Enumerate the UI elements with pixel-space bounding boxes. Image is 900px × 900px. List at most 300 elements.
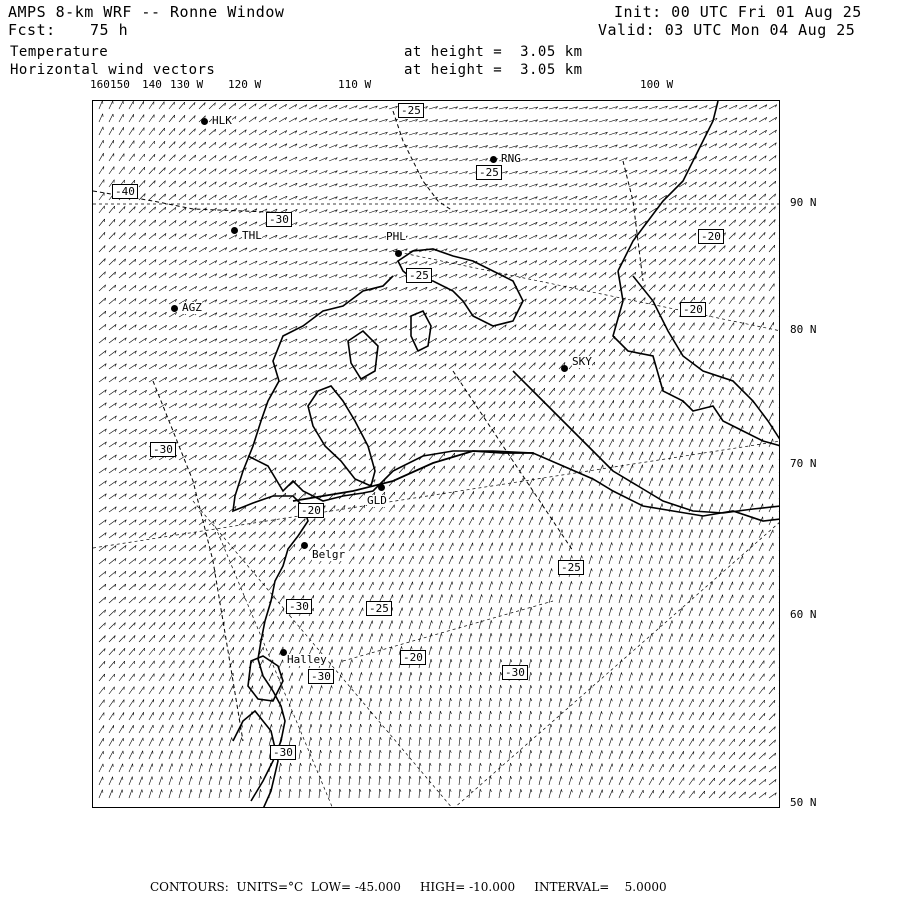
wind-vector: [769, 258, 775, 265]
wind-vector: [729, 452, 733, 460]
wind-vector: [739, 374, 743, 382]
wind-vector-head: [622, 478, 623, 481]
wind-vector: [319, 467, 326, 473]
wind-vector: [719, 348, 724, 356]
wind-vector: [769, 452, 773, 460]
wind-vector: [669, 246, 676, 252]
wind-vector: [679, 439, 683, 447]
wind-vector: [529, 478, 533, 486]
wind-vector: [749, 245, 755, 252]
wind-vector: [749, 335, 754, 343]
wind-vector: [679, 284, 685, 291]
wind-vector: [689, 556, 692, 565]
wind-vector: [689, 426, 693, 434]
wind-vector: [529, 465, 533, 473]
wind-vector: [729, 530, 732, 538]
wind-vector: [339, 480, 346, 486]
wind-vector: [479, 389, 486, 395]
wind-vector: [659, 439, 663, 447]
wind-vector: [549, 362, 555, 369]
wind-vector: [479, 466, 484, 474]
wind-vector: [359, 441, 366, 447]
wind-vector: [639, 426, 643, 434]
wind-vector: [579, 401, 584, 408]
lon-label-160: 160: [90, 78, 110, 91]
wind-vector: [699, 439, 703, 447]
wind-vector: [589, 504, 592, 512]
wind-vector: [159, 194, 166, 200]
wind-vector: [599, 530, 602, 539]
wind-vector: [619, 349, 625, 356]
wind-vector: [349, 531, 354, 538]
wind-vector: [349, 505, 355, 512]
wind-vector-head: [622, 555, 623, 558]
wind-vector: [149, 128, 154, 135]
map-title: AMPS 8-km WRF -- Ronne Window: [8, 3, 285, 21]
wind-vector: [539, 350, 546, 356]
wind-vector: [459, 415, 465, 422]
wind-vector: [489, 414, 495, 421]
wind-vector: [329, 518, 335, 525]
wind-vector: [709, 323, 714, 330]
wind-vector: [539, 504, 543, 512]
wind-vector: [509, 363, 516, 369]
map-canvas: [93, 101, 780, 808]
wind-vector: [419, 556, 423, 564]
wind-vector: [669, 478, 672, 486]
wind-vector: [129, 246, 136, 252]
wind-vector: [669, 439, 673, 447]
wind-vector: [199, 545, 206, 551]
wind-vector: [679, 426, 683, 434]
wind-vector: [679, 323, 684, 330]
wind-vector: [179, 181, 186, 187]
wind-vector: [509, 530, 513, 538]
wind-vector: [119, 114, 123, 122]
forecast-hour: 75 h: [90, 21, 129, 39]
wind-vector: [99, 571, 106, 577]
wind-vector: [429, 389, 436, 395]
wind-vector: [549, 504, 553, 512]
wind-vector: [649, 285, 655, 291]
wind-vector: [149, 154, 155, 161]
wind-vector: [489, 427, 495, 434]
wind-vector: [539, 517, 542, 525]
wind-vector: [649, 530, 652, 539]
wind-vector: [599, 542, 602, 551]
wind-vector: [99, 114, 103, 122]
wind-vector: [389, 531, 394, 539]
wind-vector: [609, 426, 613, 434]
wind-vector: [129, 141, 134, 148]
wind-vector-head: [673, 452, 674, 455]
wind-vector: [559, 517, 562, 525]
wind-vector: [139, 246, 146, 252]
wind-vector: [659, 362, 664, 370]
wind-vector: [759, 465, 763, 473]
wind-vector: [169, 558, 176, 564]
wind-vector: [639, 465, 643, 473]
wind-vector: [479, 504, 483, 512]
wind-vector: [539, 543, 542, 552]
wind-vector: [749, 207, 756, 213]
wind-vector: [179, 558, 186, 564]
wind-vector-head: [532, 530, 533, 533]
wind-vector-head: [702, 530, 703, 533]
wind-vector: [709, 387, 713, 395]
wind-vector-head: [712, 465, 713, 468]
wind-vector: [679, 272, 685, 279]
wind-vector: [99, 140, 103, 148]
wind-vector: [129, 220, 135, 226]
wind-vector: [739, 258, 745, 265]
wind-vector: [529, 556, 532, 565]
wind-vector: [619, 426, 623, 434]
wind-vector: [679, 336, 684, 343]
wind-vector: [179, 194, 186, 200]
lat-label-90n: 90 N: [790, 196, 817, 209]
wind-vector: [729, 491, 732, 499]
wind-vector: [539, 324, 546, 330]
wind-vector: [579, 452, 583, 460]
wind-vector: [769, 413, 773, 421]
wind-vector: [719, 271, 725, 278]
wind-vector-head: [612, 542, 613, 545]
wind-vector: [489, 543, 492, 551]
wind-vector: [769, 348, 773, 356]
wind-vector: [609, 375, 614, 382]
wind-vector: [729, 556, 733, 564]
wind-vector-head: [542, 556, 543, 559]
wind-vector: [729, 348, 734, 356]
wind-vector-head: [692, 504, 693, 507]
wind-vector: [749, 374, 753, 382]
wind-vector: [619, 452, 623, 460]
wind-vector: [719, 452, 723, 460]
wind-vector: [369, 544, 374, 552]
wind-vector: [689, 478, 692, 486]
wind-vector-head: [642, 491, 643, 494]
wind-vector: [409, 415, 416, 421]
wind-vector: [469, 466, 474, 473]
wind-vector-head: [672, 491, 673, 494]
wind-vector: [579, 517, 582, 525]
wind-vector: [109, 206, 115, 213]
wind-vector-head: [642, 478, 643, 481]
wind-vector: [569, 478, 573, 486]
wind-vector-head: [753, 504, 754, 507]
wind-vector: [649, 259, 656, 265]
wind-vector: [489, 491, 493, 499]
wind-vector: [679, 259, 685, 265]
wind-vector-head: [512, 556, 513, 559]
wind-vector-head: [702, 517, 703, 520]
wind-vector: [539, 556, 542, 565]
wind-vector: [129, 285, 136, 291]
wind-vector: [299, 493, 306, 499]
wind-vector: [739, 194, 746, 200]
wind-vector: [769, 168, 776, 174]
wind-vector: [659, 452, 663, 460]
wind-vector: [149, 141, 155, 148]
wind-vector: [519, 504, 523, 512]
wind-vector-head: [602, 530, 603, 533]
wind-vector: [549, 388, 555, 395]
wind-vector: [529, 517, 533, 525]
wind-vector: [379, 415, 386, 421]
wind-vector: [659, 517, 662, 526]
wind-vector: [119, 219, 125, 226]
wind-vector: [539, 530, 542, 538]
wind-vector: [689, 323, 694, 330]
wind-vector: [769, 465, 773, 473]
wind-vector: [759, 220, 765, 227]
wind-vector: [729, 233, 735, 239]
wind-vector: [779, 335, 780, 343]
wind-vector-head: [642, 542, 643, 545]
wind-vector: [119, 285, 126, 291]
wind-vector: [449, 376, 456, 382]
wind-vector-head: [532, 543, 533, 546]
wind-vector: [559, 543, 562, 552]
wind-vector-head: [622, 491, 623, 494]
wind-vector-head: [722, 465, 723, 468]
wind-vector: [779, 504, 780, 512]
wind-vector: [509, 543, 512, 551]
wind-vector: [669, 413, 673, 421]
wind-vector: [209, 129, 216, 135]
wind-vector: [359, 518, 365, 525]
wind-vector: [589, 336, 595, 343]
wind-vector-head: [722, 517, 723, 520]
wind-vector: [439, 530, 443, 538]
wind-vector: [689, 439, 693, 447]
wind-vector: [759, 245, 765, 252]
wind-vector: [739, 491, 743, 499]
wind-vector: [559, 388, 565, 395]
wind-vector: [359, 556, 364, 564]
lat-label-70n: 70 N: [790, 457, 817, 470]
wind-vector: [519, 350, 526, 356]
wind-vector: [199, 168, 206, 174]
wind-vector: [699, 246, 705, 252]
wind-vector: [159, 141, 165, 148]
wind-vector: [549, 427, 554, 435]
wind-vector-head: [572, 543, 573, 546]
wind-vector: [779, 104, 780, 109]
wind-vector: [259, 557, 265, 564]
wind-vector: [559, 452, 563, 460]
wind-vector: [769, 335, 774, 343]
wind-vector: [269, 532, 275, 538]
wind-vector: [109, 101, 113, 109]
wind-vector-head: [572, 517, 573, 520]
wind-vector: [119, 167, 124, 174]
wind-vector: [129, 167, 135, 174]
wind-vector: [769, 232, 775, 239]
wind-vector: [639, 323, 645, 330]
wind-vector: [149, 181, 155, 188]
wind-vector: [569, 414, 574, 422]
wind-vector: [609, 452, 613, 460]
wind-vector: [649, 336, 654, 343]
wind-vector: [739, 348, 744, 356]
wind-vector: [169, 168, 176, 174]
wind-vector: [439, 543, 443, 551]
wind-vector: [739, 413, 743, 421]
wind-vector: [719, 556, 722, 564]
wind-vector: [679, 543, 682, 552]
wind-vector: [469, 453, 474, 460]
wind-vector: [619, 530, 622, 539]
wind-vector: [689, 543, 692, 552]
wind-vector: [769, 556, 773, 564]
wind-vector: [99, 193, 104, 200]
wind-vector: [709, 517, 712, 525]
wind-vector: [589, 298, 596, 304]
wind-vector: [469, 376, 476, 382]
wind-vector: [629, 387, 634, 395]
wind-vector: [169, 115, 175, 122]
wind-vector: [739, 361, 743, 369]
wind-vector: [499, 465, 504, 473]
wind-vector-head: [662, 543, 663, 546]
wind-vector: [709, 491, 712, 499]
wind-vector: [209, 103, 215, 109]
wind-vector: [729, 517, 732, 525]
wind-vector: [239, 519, 246, 525]
wind-vector-head: [482, 556, 483, 559]
wind-vector: [759, 322, 764, 330]
wind-vector-head: [682, 517, 683, 520]
wind-vector: [429, 440, 435, 447]
wind-vector: [249, 506, 256, 512]
wind-vector: [519, 517, 523, 525]
wind-vector: [99, 324, 106, 330]
wind-vector: [699, 323, 704, 330]
wind-vector: [679, 478, 682, 486]
wind-vector: [739, 517, 743, 525]
wind-vector: [149, 167, 155, 174]
wind-vector: [279, 532, 285, 539]
wind-vector: [239, 532, 246, 538]
wind-vector: [759, 543, 763, 551]
wind-vector: [499, 427, 505, 434]
wind-vector: [639, 530, 642, 539]
wind-vector: [519, 337, 526, 343]
wind-vector: [509, 504, 513, 512]
wind-vector: [619, 400, 624, 408]
wind-vector: [669, 349, 674, 357]
wind-vector: [649, 400, 653, 408]
wind-vector-head: [492, 556, 493, 559]
wind-vector: [719, 517, 722, 525]
wind-vector: [339, 531, 345, 538]
wind-vector: [549, 337, 556, 343]
wind-vector: [629, 285, 636, 291]
wind-vector: [359, 467, 366, 473]
wind-vector: [689, 530, 692, 539]
wind-vector: [359, 454, 366, 460]
wind-vector: [559, 401, 564, 408]
wind-vector: [769, 387, 773, 395]
wind-vector: [389, 428, 396, 434]
wind-vector: [149, 102, 154, 110]
wind-vector: [729, 361, 733, 369]
wind-vector: [589, 517, 592, 526]
wind-vector: [189, 102, 195, 109]
wind-vector: [549, 465, 553, 473]
wind-vector: [399, 454, 405, 461]
wind-vector: [779, 117, 780, 122]
wind-vector: [259, 532, 265, 538]
wind-vector-head: [672, 465, 673, 468]
wind-vector-head: [662, 465, 663, 468]
wind-vector: [429, 415, 436, 421]
wind-vector: [669, 310, 675, 317]
wind-vector: [169, 545, 176, 551]
wind-vector: [129, 101, 133, 109]
wind-vector: [749, 491, 753, 499]
wind-vector: [779, 207, 780, 214]
wind-vector: [499, 376, 506, 382]
wind-vector: [589, 388, 594, 395]
wind-vector: [609, 311, 615, 317]
wind-vector: [269, 544, 275, 551]
wind-vector: [109, 127, 113, 135]
wind-vector: [589, 375, 594, 382]
wind-vector: [579, 337, 585, 344]
wind-vector: [669, 426, 673, 434]
wind-vector: [639, 542, 642, 551]
wind-vector: [309, 467, 316, 473]
wind-vector: [119, 127, 124, 135]
wind-vector-head: [602, 504, 603, 507]
wind-vector-head: [582, 530, 583, 533]
wind-vector: [499, 401, 505, 408]
wind-vector: [159, 115, 164, 122]
wind-vector: [639, 478, 642, 486]
wind-vector: [719, 530, 722, 538]
wind-vector-head: [662, 504, 663, 507]
wind-vector: [569, 401, 574, 408]
wind-vector: [699, 271, 705, 278]
wind-vector: [709, 530, 712, 538]
wind-vector: [549, 375, 555, 382]
wind-vector-head: [512, 543, 513, 546]
wind-vector-head: [743, 543, 744, 546]
wind-vector-head: [572, 555, 573, 558]
wind-vector: [519, 388, 525, 395]
wind-vector: [219, 545, 226, 551]
wind-vector: [149, 220, 156, 226]
wind-vector-head: [542, 517, 543, 520]
wind-vector: [599, 311, 605, 317]
wind-vector: [439, 402, 446, 408]
wind-vector: [659, 413, 663, 421]
wind-vector-head: [582, 517, 583, 520]
wind-vector: [599, 285, 606, 291]
wind-vector: [429, 530, 433, 538]
wind-vector: [329, 467, 336, 473]
wind-vector: [359, 531, 364, 538]
wind-vector: [779, 556, 780, 564]
wind-vector: [609, 555, 612, 564]
wind-vector: [619, 375, 624, 382]
wind-vector: [539, 491, 543, 499]
wind-vector: [409, 518, 414, 526]
wind-vector: [699, 220, 706, 226]
